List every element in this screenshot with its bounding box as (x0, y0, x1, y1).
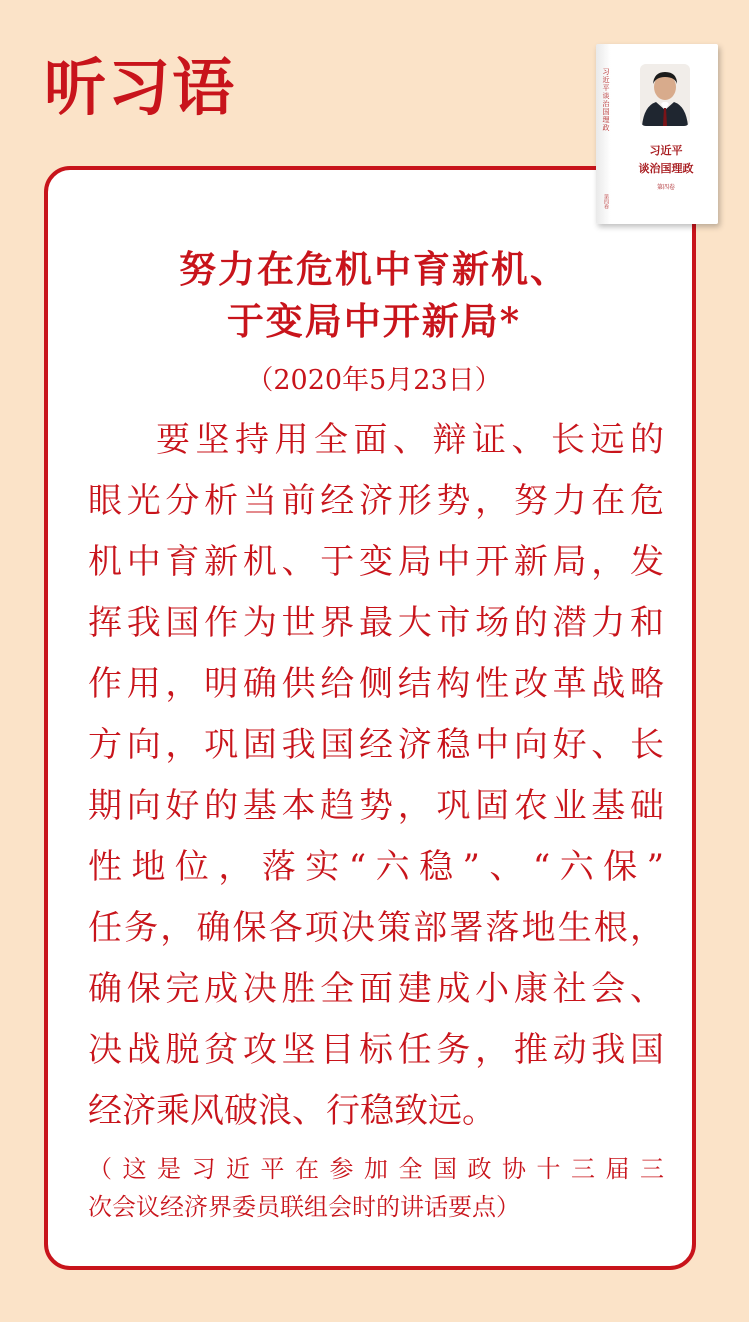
body-line: 挥我国作为世界最大市场的潜力和 (88, 603, 664, 643)
body-line: 期向好的基本趋势，巩固农业基础 (88, 786, 664, 826)
body-line: 经济乘风破浪、行稳致远。 (88, 1091, 496, 1131)
body-line: 要坚持用全面、辩证、长远的 (156, 420, 664, 460)
source-note-line-2: 次会议经济界委员联组会时的讲话要点） (88, 1193, 520, 1221)
body-line: 性地位，落实“六稳”、“六保” (88, 847, 664, 887)
body-line: 机中育新机、于变局中开新局，发 (88, 542, 664, 582)
book-title: 谈治国理政 (638, 162, 694, 175)
book-spine-volume: 第四卷 (603, 194, 609, 209)
body-line: 眼光分析当前经济形势，努力在危 (88, 481, 664, 521)
page-title: 听习语 (44, 51, 237, 124)
article-date: （2020年5月23日） (246, 365, 502, 396)
article-title-line-2: 于变局中开新局* (226, 299, 522, 343)
author-portrait (640, 64, 690, 126)
source-note-line-1: （这是习近平在参加全国政协十三届三 (88, 1155, 664, 1183)
book-author: 习近平 (649, 144, 683, 157)
body-line: 方向，巩固我国经济稳中向好、长 (88, 725, 664, 765)
book-volume: 第四卷 (656, 184, 675, 191)
body-line: 任务，确保各项决策部署落地生根， (88, 908, 664, 948)
book-spine-title: 习近平谈治国理政 (602, 68, 610, 132)
book-cover-image (596, 44, 718, 224)
body-line: 确保完成决胜全面建成小康社会、 (88, 969, 664, 1009)
article-title-line-1: 努力在危机中育新机、 (179, 247, 569, 291)
body-line: 作用，明确供给侧结构性改革战略 (88, 664, 664, 704)
body-line: 决战脱贫攻坚目标任务，推动我国 (88, 1030, 664, 1070)
